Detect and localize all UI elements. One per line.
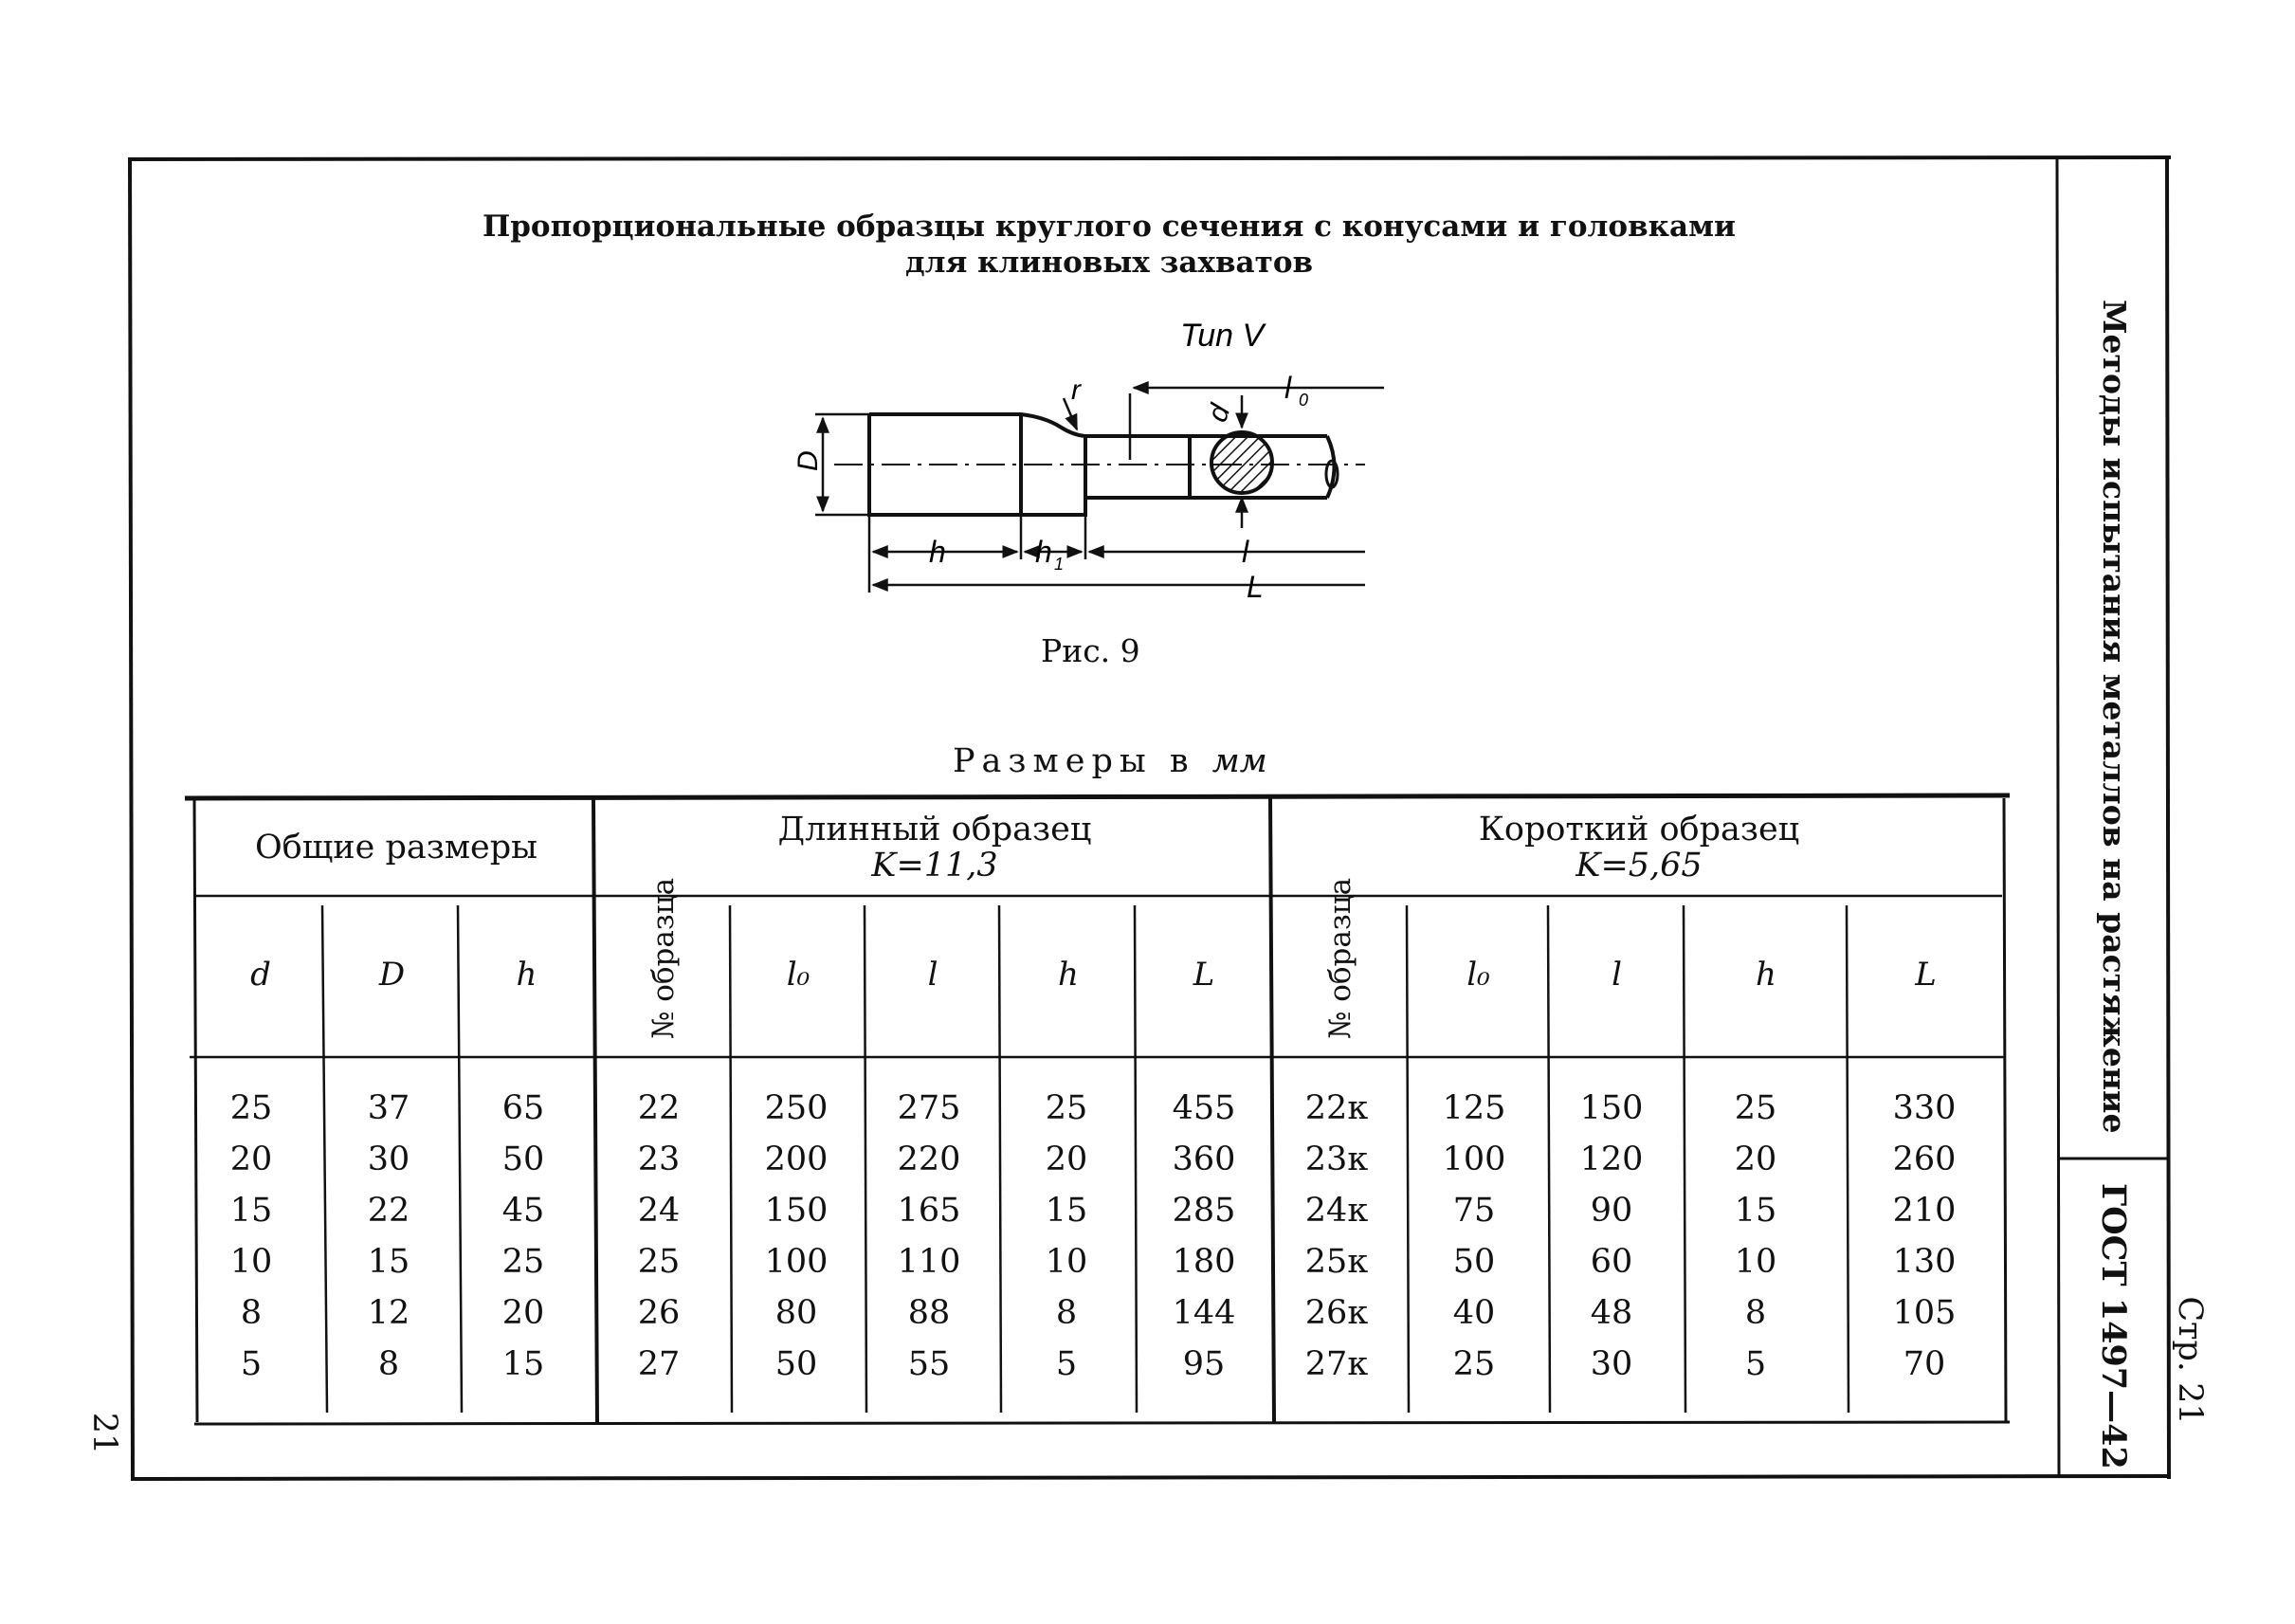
col-d: d	[250, 956, 271, 994]
col-long-h: h	[1058, 956, 1079, 994]
label-l: l	[1242, 535, 1249, 569]
table-cell: 30	[367, 1140, 410, 1178]
table-cell: 22к	[1304, 1089, 1369, 1127]
table-cell: 15	[367, 1243, 410, 1281]
table-cell: 26	[637, 1294, 681, 1332]
table-cell: 120	[1579, 1140, 1644, 1178]
label-h1-sub: 1	[1054, 555, 1065, 574]
table-cell: 88	[907, 1294, 951, 1332]
col-long-sample-no: № образца	[647, 877, 681, 1039]
table-cell: 25	[1734, 1089, 1777, 1127]
header-long-k: K=11,3	[871, 847, 998, 885]
table-cell: 200	[764, 1140, 829, 1178]
table-cell: 25	[1045, 1089, 1088, 1127]
table-cell: 110	[897, 1243, 961, 1281]
table-cell: 15	[501, 1345, 545, 1383]
table-cell: 20	[501, 1294, 545, 1332]
table-row	[0, 1236, 2295, 1287]
table-cell: 455	[1172, 1089, 1236, 1127]
table-row	[0, 1339, 2295, 1390]
col-long-L: L	[1193, 956, 1215, 994]
table-cell: 5	[1055, 1345, 1078, 1383]
table-cell: 45	[501, 1192, 545, 1230]
units-unit: мм	[1211, 742, 1267, 780]
col-long-l0: l₀	[786, 956, 811, 994]
figure-caption: Рис. 9	[1041, 632, 1140, 669]
header-short-k: K=5,65	[1576, 847, 1703, 885]
table-cell: 20	[1734, 1140, 1777, 1178]
table-cell: 40	[1452, 1294, 1496, 1332]
table-cell: 275	[897, 1089, 961, 1127]
sidebar-page-label: Стр. 21	[2171, 1296, 2209, 1425]
table-cell: 26к	[1304, 1294, 1369, 1332]
table-cell: 24	[637, 1192, 681, 1230]
table-cell: 10	[1045, 1243, 1088, 1281]
header-general: Общие размеры	[254, 829, 538, 867]
label-d: d	[1201, 400, 1237, 427]
table-cell: 15	[1045, 1192, 1088, 1230]
col-short-L: L	[1915, 956, 1937, 994]
type-label: Tun V	[1180, 318, 1265, 354]
table-row	[0, 1287, 2295, 1339]
label-h1: h	[1035, 535, 1052, 569]
table-cell: 285	[1172, 1192, 1236, 1230]
table-cell: 30	[1590, 1345, 1633, 1383]
table-cell: 22	[637, 1089, 681, 1127]
table-cell: 12	[367, 1294, 410, 1332]
header-short-title: Короткий образец	[1478, 811, 1800, 848]
table-cell: 150	[764, 1192, 829, 1230]
table-body	[0, 1083, 2295, 1414]
col-short-h: h	[1756, 956, 1776, 994]
table-cell: 144	[1172, 1294, 1236, 1332]
table-cell: 20	[229, 1140, 273, 1178]
table-cell: 210	[1892, 1192, 1957, 1230]
col-h: h	[516, 956, 537, 994]
table-cell: 15	[229, 1192, 273, 1230]
table-cell: 25	[501, 1243, 545, 1281]
table-cell: 5	[240, 1345, 263, 1383]
table-row	[0, 1083, 2295, 1134]
label-r: r	[1071, 374, 1081, 406]
table-cell: 105	[1892, 1294, 1957, 1332]
table-cell: 8	[1744, 1294, 1767, 1332]
table-cell: 20	[1045, 1140, 1088, 1178]
sidebar-section-title: Методы испытания металлов на растяжение	[2096, 300, 2133, 1134]
col-D: D	[378, 956, 406, 994]
table-row	[0, 1134, 2295, 1185]
table-cell: 23к	[1304, 1140, 1369, 1178]
table-cell: 22	[367, 1192, 410, 1230]
table-cell: 65	[501, 1089, 545, 1127]
table-cell: 90	[1590, 1192, 1633, 1230]
units-text: Размеры в	[953, 742, 1195, 780]
table-cell: 25	[637, 1243, 681, 1281]
table-cell: 250	[764, 1089, 829, 1127]
table-cell: 25	[229, 1089, 273, 1127]
table-cell: 165	[897, 1192, 961, 1230]
table-cell: 27	[637, 1345, 681, 1383]
table-cell: 75	[1452, 1192, 1496, 1230]
table-row	[0, 1185, 2295, 1236]
table-cell: 260	[1892, 1140, 1957, 1178]
header-long	[597, 812, 1272, 884]
label-l0-sub: 0	[1299, 391, 1309, 410]
table-cell: 100	[1442, 1140, 1506, 1178]
table-cell: 5	[1744, 1345, 1767, 1383]
table-cell: 50	[501, 1140, 545, 1178]
col-short-l: l	[1612, 956, 1622, 994]
table-cell: 180	[1172, 1243, 1236, 1281]
label-l0: l	[1284, 371, 1292, 405]
table-cell: 50	[1452, 1243, 1496, 1281]
table-cell: 125	[1442, 1089, 1506, 1127]
page-number: 21	[85, 1412, 123, 1455]
header-long-title: Длинный образец	[777, 811, 1092, 848]
sidebar-standard: ГОСТ 1497—42	[2094, 1183, 2133, 1469]
table-cell: 150	[1579, 1089, 1644, 1127]
table-cell: 48	[1590, 1294, 1633, 1332]
table-cell: 25к	[1304, 1243, 1369, 1281]
header-short	[1274, 812, 2004, 884]
col-long-l: l	[927, 956, 938, 994]
table-cell: 10	[229, 1243, 273, 1281]
table-cell: 27к	[1304, 1345, 1369, 1383]
table-cell: 80	[774, 1294, 818, 1332]
table-cell: 37	[367, 1089, 410, 1127]
table-cell: 330	[1892, 1089, 1957, 1127]
table-cell: 360	[1172, 1140, 1236, 1178]
table-cell: 24к	[1304, 1192, 1369, 1230]
table-cell: 100	[764, 1243, 829, 1281]
title-line-1: Пропорциональные образцы круглого сечения с конусами и головками	[482, 210, 1737, 244]
table-cell: 60	[1590, 1243, 1633, 1281]
table-cell: 8	[1055, 1294, 1078, 1332]
label-D: D	[792, 450, 824, 471]
title-line-2: для клиновых захватов	[904, 246, 1314, 280]
label-L: L	[1247, 570, 1264, 604]
table-cell: 220	[897, 1140, 961, 1178]
table-cell: 25	[1452, 1345, 1496, 1383]
table-cell: 10	[1734, 1243, 1777, 1281]
table-cell: 70	[1903, 1345, 1946, 1383]
table-cell: 8	[240, 1294, 263, 1332]
table-cell: 8	[377, 1345, 400, 1383]
label-h: h	[929, 535, 946, 569]
table-cell: 55	[907, 1345, 951, 1383]
col-short-sample-no: № образца	[1323, 877, 1357, 1039]
table-cell: 50	[774, 1345, 818, 1383]
col-short-l0: l₀	[1466, 956, 1490, 994]
table-cell: 15	[1734, 1192, 1777, 1230]
table-cell: 95	[1182, 1345, 1226, 1383]
table-cell: 130	[1892, 1243, 1957, 1281]
table-cell: 23	[637, 1140, 681, 1178]
